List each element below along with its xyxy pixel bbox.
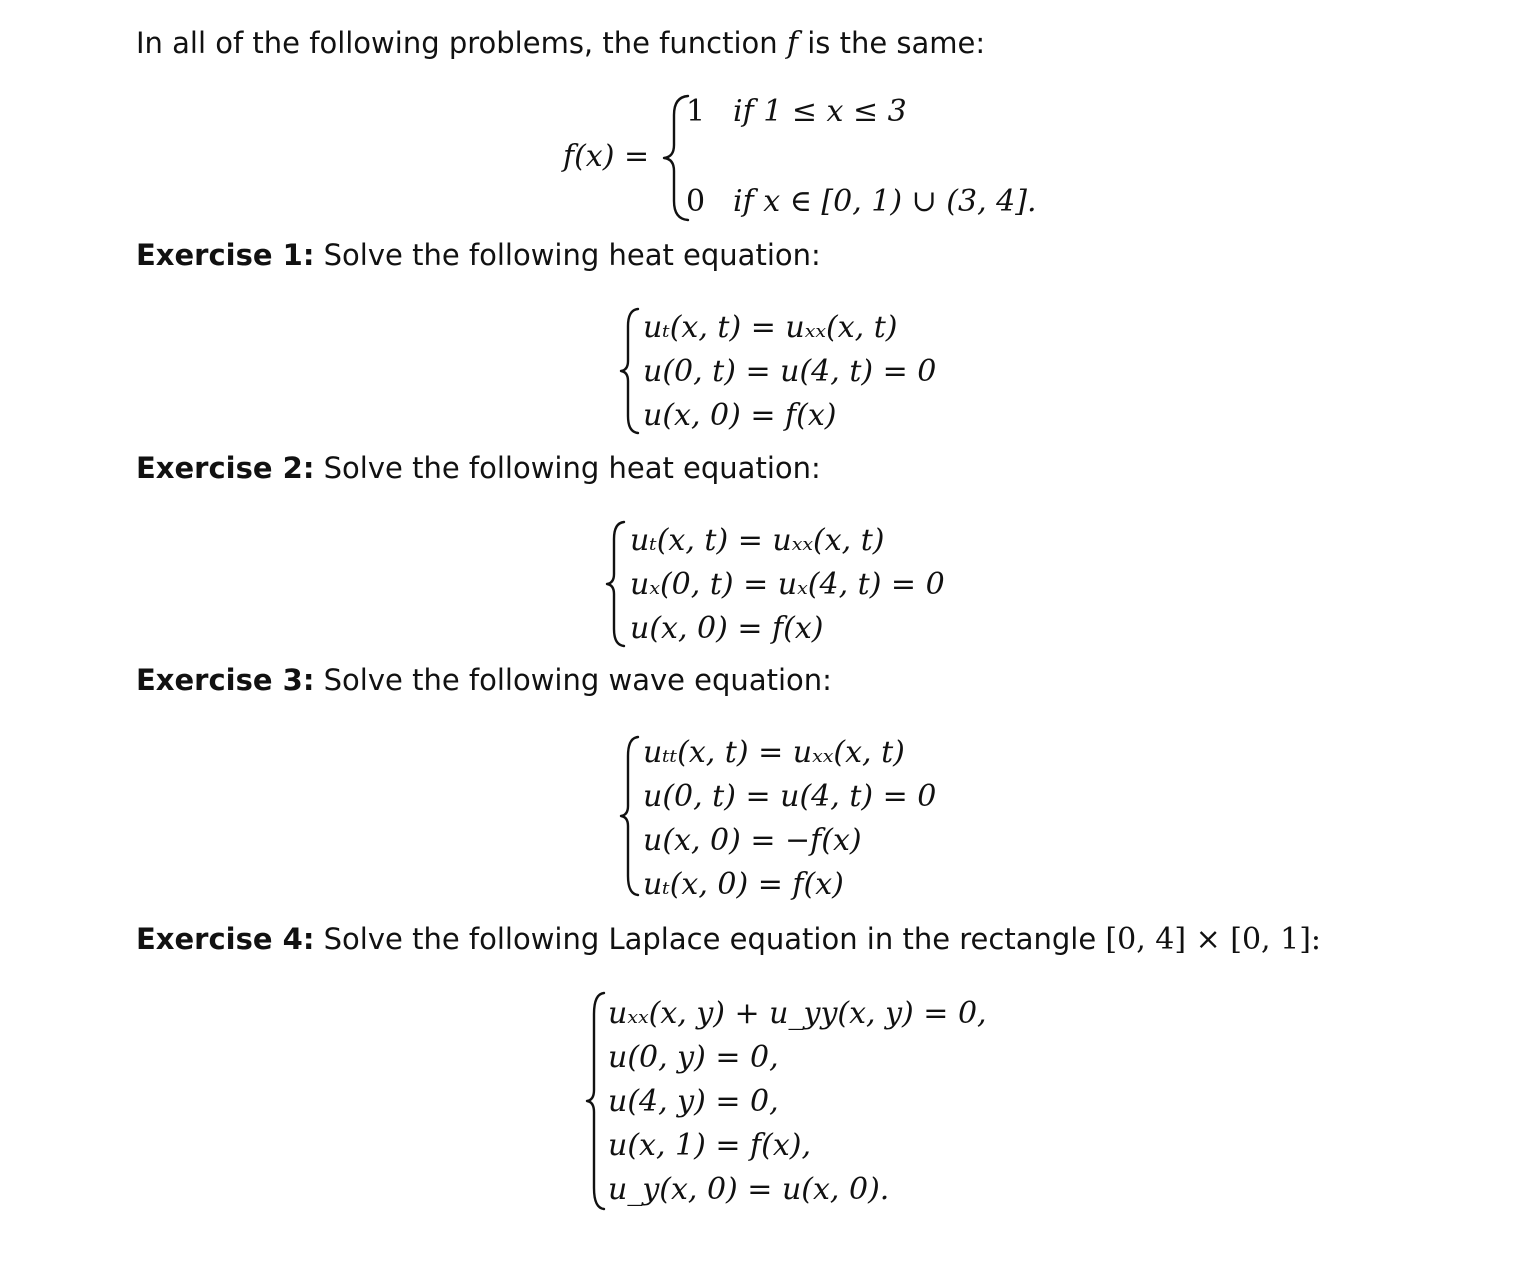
exercise-2-heading (136, 451, 821, 485)
exercise-1-eq-1: uₜ(x, t) = uₓₓ(x, t) (643, 310, 898, 345)
exercise-2-eq-1: uₜ(x, t) = uₓₓ(x, t) (630, 523, 885, 558)
exercise-3-eq-4: uₜ(x, 0) = f(x) (643, 867, 844, 902)
exercise-4-label: Exercise 4: (136, 922, 315, 956)
exercise-4-eq-3: u(4, y) = 0, (608, 1084, 779, 1119)
exercise-2-label: Exercise 2: (136, 451, 315, 485)
exercise-2-eq-2: uₓ(0, t) = uₓ(4, t) = 0 (630, 567, 945, 602)
definition-lhs: f(x) = (563, 139, 650, 174)
exercise-3-eq-1: uₜₜ(x, t) = uₓₓ(x, t) (643, 735, 905, 770)
exercise-1-eq-2: u(0, t) = u(4, t) = 0 (643, 354, 937, 389)
exercise-2-eq-3: u(x, 0) = f(x) (630, 611, 824, 646)
case2-condition: if x ∈ [0, 1) ∪ (3, 4]. (733, 184, 1037, 219)
case1-condition: if 1 ≤ x ≤ 3 (733, 94, 907, 129)
intro-text: In all of the following problems, the function (136, 26, 778, 60)
exercise-1-heading (136, 238, 821, 272)
intro-var: f (786, 26, 798, 61)
exercise-4-heading (136, 922, 1322, 957)
exercise-2-prompt: Solve the following heat equation: (323, 451, 821, 485)
exercise-3-label: Exercise 3: (136, 663, 315, 697)
exercise-3-heading (136, 663, 832, 697)
case2-value: 0 (686, 184, 706, 219)
exercise-4-prompt: Solve the following Laplace equation in the rectangle (323, 922, 1097, 956)
exercise-1-label: Exercise 1: (136, 238, 315, 272)
exercise-3-prompt: Solve the following wave equation: (323, 663, 832, 697)
exercise-4-eq-1: uₓₓ(x, y) + u_yy(x, y) = 0, (608, 996, 987, 1031)
intro-tail: is the same: (807, 26, 986, 60)
exercise-3-eq-3: u(x, 0) = −f(x) (643, 823, 862, 858)
case1-value: 1 (686, 94, 706, 129)
exercise-4-prompt-math: [0, 4] × [0, 1]: (1105, 922, 1322, 957)
intro-line (136, 26, 986, 61)
exercise-3-eq-2: u(0, t) = u(4, t) = 0 (643, 779, 937, 814)
exercise-4-eq-2: u(0, y) = 0, (608, 1040, 779, 1075)
exercise-1-prompt: Solve the following heat equation: (323, 238, 821, 272)
exercise-1-eq-3: u(x, 0) = f(x) (643, 398, 837, 433)
exercise-4-eq-5: u_y(x, 0) = u(x, 0). (608, 1172, 890, 1207)
exercise-4-eq-4: u(x, 1) = f(x), (608, 1128, 811, 1163)
